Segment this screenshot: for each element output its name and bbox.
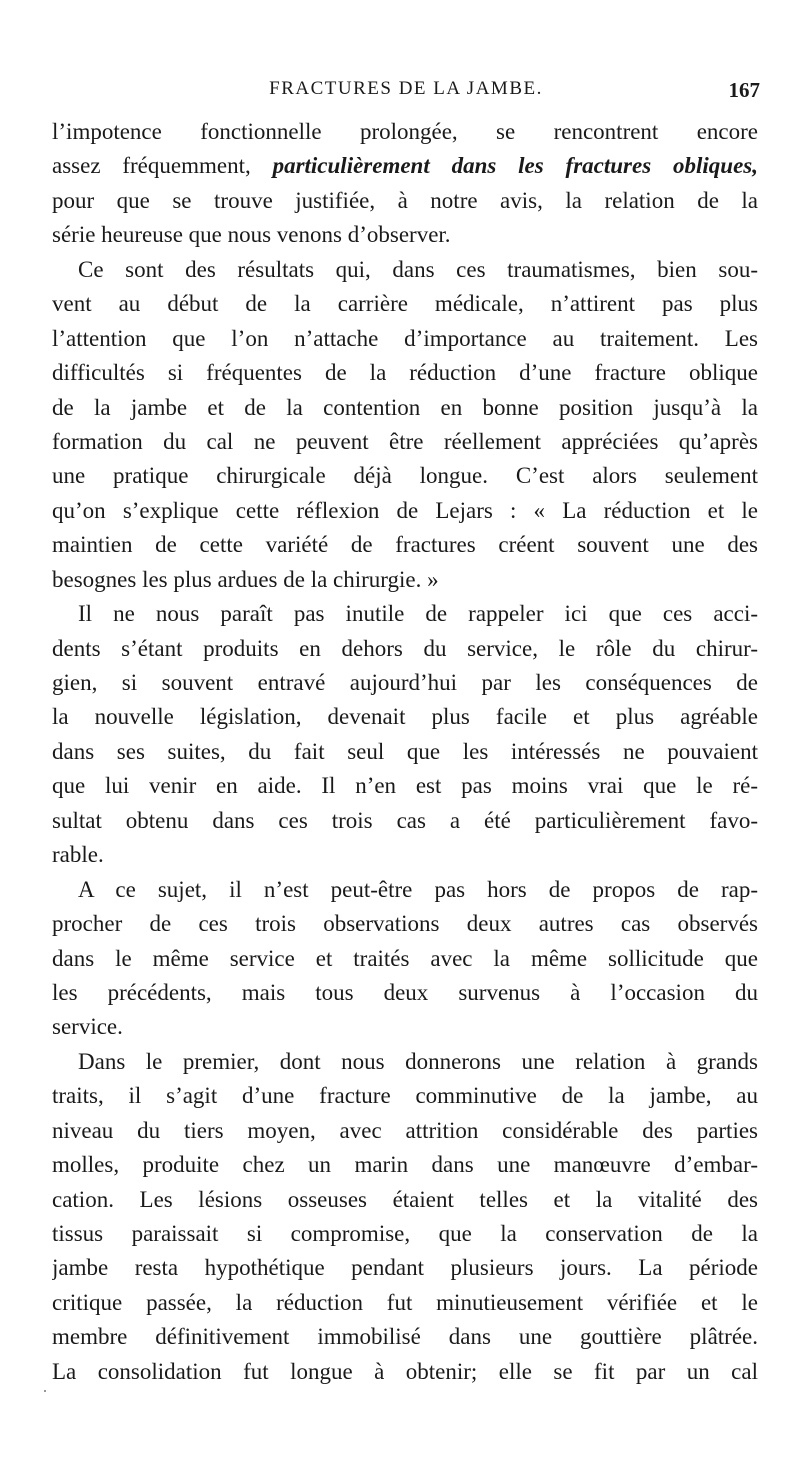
text-line-with-italic xyxy=(52,149,758,183)
text-line: membre définitivement immobilisé dans une gouttière plâtrée. xyxy=(52,1324,758,1350)
text-line: dents s’étant produits en dehors du service, le rôle du chirur- xyxy=(52,635,758,661)
text-line: traits, il s’agit d’une fracture comminutive de la jambe, au xyxy=(52,1083,758,1109)
text-line: rable. xyxy=(52,842,104,868)
text-line: jambe resta hypothétique pendant plusieurs jours. La période xyxy=(52,1255,758,1281)
body-text xyxy=(52,115,758,1389)
text-line: de la jambe et de la contention en bonne position jusqu’à la xyxy=(52,394,758,420)
text-line: les précédents, mais tous deux survenus à l’occasion du xyxy=(52,979,758,1005)
text-line: molles, produite chez un marin dans une manœuvre d’embar- xyxy=(52,1152,758,1178)
text-line: l’impotence fonctionnelle prolongée, se rencontrent encore xyxy=(52,119,758,144)
text-line: niveau du tiers moyen, avec attrition considérable des parties xyxy=(52,1117,758,1143)
text-line: La consolidation fut longue à obtenir; elle se fit par un cal xyxy=(52,1358,758,1384)
text-line: gien, si souvent entravé aujourd’hui par les conséquences de xyxy=(52,670,758,695)
page-header xyxy=(52,78,760,108)
text-line: critique passée, la réduction fut minutieusement vérifiée et le xyxy=(52,1289,758,1315)
text-line: difficultés si fréquentes de la réduction d’une fracture oblique xyxy=(52,360,758,386)
text-line: service. xyxy=(52,1014,123,1040)
paragraph-start-line: Dans le premier, dont nous donnerons une relation à grands xyxy=(78,1048,758,1074)
text-line: la nouvelle législation, devenait plus facile et plus agréable xyxy=(52,704,758,730)
paragraph-start-line: A ce sujet, il n’est peut-être pas hors de propos de rap- xyxy=(78,876,758,902)
text-line: dans le même service et traités avec la même sollicitude que xyxy=(52,945,758,971)
text-line: procher de ces trois observations deux autres cas observés xyxy=(52,911,758,937)
italic-emphasis: particulièrement dans les fractures obliques, xyxy=(272,153,758,179)
text-line: cation. Les lésions osseuses étaient telles et la vitalité des xyxy=(52,1186,758,1212)
text-line: série heureuse que nous venons d’observer. xyxy=(52,222,451,248)
text-line: dans ses suites, du fait seul que les intéressés ne pouvaient xyxy=(52,738,758,764)
text-line: besognes les plus ardues de la chirurgie. » xyxy=(52,566,439,592)
text-line: tissus paraissait si compromise, que la conservation de la xyxy=(52,1221,758,1246)
text-line: une pratique chirurgicale déjà longue. C’est alors seulement xyxy=(52,463,758,489)
text-segment: assez fréquemment, xyxy=(52,153,251,179)
page-number: 167 xyxy=(728,78,760,102)
text-line: l’attention que l’on n’attache d’importance au traitement. Les xyxy=(52,325,758,351)
text-line: vent au début de la carrière médicale, n’attirent pas plus xyxy=(52,291,758,317)
text-line: sultat obtenu dans ces trois cas a été particulièrement favo- xyxy=(52,807,758,833)
paragraph-start-line: Ce sont des résultats qui, dans ces traumatismes, bien sou- xyxy=(78,256,758,282)
text-line: formation du cal ne peuvent être réellement appréciées qu’après xyxy=(52,428,758,454)
running-title: FRACTURES DE LA JAMBE. xyxy=(269,78,543,99)
paper-speck xyxy=(44,1390,46,1392)
text-line: qu’on s’explique cette réflexion de Lejars : « La réduction et le xyxy=(52,497,758,523)
text-line: maintien de cette variété de fractures créent souvent une des xyxy=(52,532,758,558)
text-line: que lui venir en aide. Il n’en est pas moins vrai que le ré- xyxy=(52,773,758,799)
paragraph-start-line: Il ne nous paraît pas inutile de rappeler ici que ces acci- xyxy=(78,601,758,627)
text-line: pour que se trouve justifiée, à notre avis, la relation de la xyxy=(52,187,758,213)
